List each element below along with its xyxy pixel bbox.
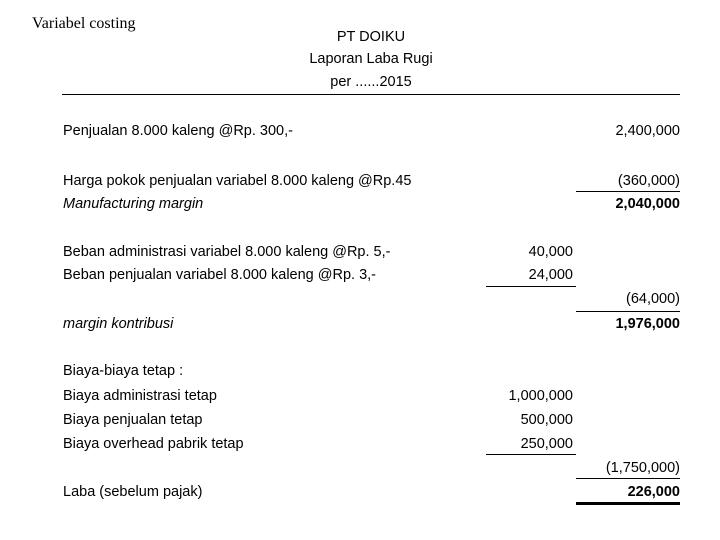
report-title: Laporan Laba Rugi (309, 51, 433, 67)
fixed-selling-label: Biaya penjualan tetap (63, 412, 203, 428)
var-selling-label: Beban penjualan variabel 8.000 kaleng @Rp. 3,- (63, 267, 376, 283)
var-admin-amount: 40,000 (528, 244, 573, 260)
slide-title: Variabel costing (32, 15, 136, 32)
fixed-overhead-label: Biaya overhead pabrik tetap (63, 436, 244, 452)
report-period: per ......2015 (330, 74, 412, 90)
fixed-overhead-amount: 250,000 (520, 436, 573, 452)
fixed-costs-heading: Biaya-biaya tetap : (63, 363, 184, 379)
profit-double-underline (576, 502, 680, 505)
header-divider (62, 94, 680, 95)
fixed-selling-amount: 500,000 (520, 412, 573, 428)
cogs-label: Harga pokok penjualan variabel 8.000 kaleng @Rp.45 (63, 173, 412, 189)
fixed-costs-total: (1,750,000) (605, 460, 680, 476)
cogs-total: (360,000) (617, 173, 680, 189)
fixed-costs-total-underline (576, 478, 680, 479)
company-name: PT DOIKU (336, 29, 406, 45)
cogs-underline (576, 191, 680, 192)
sales-total: 2,400,000 (615, 123, 680, 139)
profit-total: 226,000 (627, 484, 680, 500)
var-selling-amount: 24,000 (528, 267, 573, 283)
sales-label: Penjualan 8.000 kaleng @Rp. 300,- (63, 123, 293, 139)
var-expense-total: (64,000) (625, 291, 680, 307)
manufacturing-margin-label: Manufacturing margin (63, 196, 204, 212)
profit-label: Laba (sebelum pajak) (63, 484, 203, 500)
manufacturing-margin-total: 2,040,000 (615, 196, 680, 212)
fixed-admin-label: Biaya administrasi tetap (63, 388, 217, 404)
var-admin-label: Beban administrasi variabel 8.000 kaleng @Rp. 5,- (63, 244, 391, 260)
fixed-costs-underline (486, 454, 576, 455)
contribution-margin-total: 1,976,000 (615, 316, 680, 332)
fixed-admin-amount: 1,000,000 (508, 388, 573, 404)
var-expense-underline (486, 286, 576, 287)
var-expense-total-underline (576, 311, 680, 312)
contribution-margin-label: margin kontribusi (63, 316, 174, 332)
